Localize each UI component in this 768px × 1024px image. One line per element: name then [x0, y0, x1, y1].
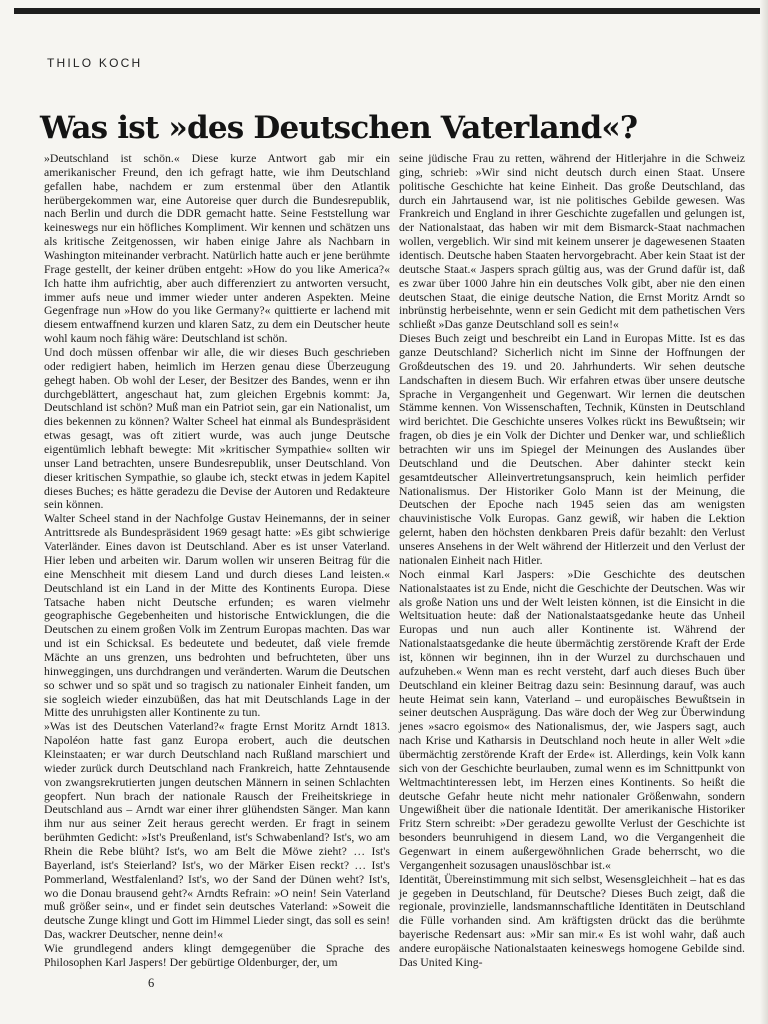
paragraph: Und doch müssen offenbar wir alle, die wir dieses Buch geschrieben oder redigiert haben, heimlich im Herzen genau diese Überzeugung gehegt haben. Ob wohl der Leser, der Besitzer des Bandes, wenn er ihn durchgeblättert, angeschaut hat, zum gleichen Ergebnis kommt: Ja, Deutschland ist schön? Muß man ein Patriot sein, gar ein Nationalist, um dies bekennen zu können? Walter Scheel hat einmal als Bundespräsident etwas gesagt, was oft zitiert wurde, was auch junge Deutsche eigentümlich lebhaft bewegte: Mit »kritischer Sympathie« sollten wir unser Land betrachten, unsere Bundesrepublik, unser Deutschland. Von dieser kritischen Sympathie, so glaube ich, steckt etwas in jedem Kapitel dieses Buches; es hätte geradezu die Devise der Autoren und Redakteure sein können. [44, 346, 390, 512]
paragraph: Dieses Buch zeigt und beschreibt ein Land in Europas Mitte. Ist es das ganze Deutschland? Sicherlich nicht im Sinne der Hoffnungen der Großdeutschen des 19. und 20. Jahrhunderts. Wir sehen deutsche Landschaften in diesem Buch. Wir erfahren etwas über unsere deutsche Sprache in Vergangenheit und Gegenwart. Wir lernen die deutschen Stämme kennen. Von Wissenschaften, Technik, Künsten in Deutschland wird berichtet. Die Geschichte unseres Volkes rückt ins Bewußtsein; wir fragen, ob dies je ein Volk der Dichter und Denker war, und schließlich betrachten wir uns im Spiegel der Meinungen des Auslandes über Deutschland und die Deutschen. Aber dahinter steckt kein gesamtdeutscher Alleinvertretungsanspruch, kein heimlich perfider Nationalismus. Der Historiker Golo Mann ist der Meinung, die Deutschen der Epoche nach 1945 seien das am wenigsten chauvinistische Volk Europas. Ganz gewiß, wir haben die Lektion gelernt, haben den höchsten denkbaren Preis dafür bezahlt: den Verlust unseres Ansehens in der Welt während der Hitlerzeit und den Verlust der nationalen Einheit nach Hitler. [399, 332, 745, 567]
paragraph: seine jüdische Frau zu retten, während der Hitlerjahre in die Schweiz ging, schrieb: »Wir sind nicht deutsch durch einen Staat. Unsere politische Geschichte hat keine Einheit. Das große Deutschland, das durch ein Jahrtausend war, ist nie politisches Gebilde gewesen. Was Frankreich und England in ihrer Geschichte zugefallen und gelungen ist, der Nationalstaat, das haben wir mit dem Bismarck-Staat nachmachen wollen, vergeblich. Wir sind mit keinem unserer je dagewesenen Staaten identisch. Deutsche haben Staaten hervorgebracht. Aber kein Staat ist der deutsche Staat.« Jaspers sprach gültig aus, was der Grund dafür ist, daß es zwar über 1000 Jahre hin ein deutsches Volk gibt, aber nie den einen deutschen Staat, die einige deutsche Nation, die Ernst Moritz Arndt so inbrünstig herbeisehnte, wenn er sein Gedicht mit dem pathetischen Vers schließt »Das ganze Deutschland soll es sein!« [399, 152, 745, 332]
right-text-column [399, 152, 745, 970]
paragraph: »Deutschland ist schön.« Diese kurze Antwort gab mir ein amerikanischer Freund, den ich gefragt hatte, wie ihm Deutschland gefallen habe, nachdem er zum erstenmal über den Atlantik herübergekommen war, eine Autoreise quer durch die Bundesrepublik, nach Berlin und durch die DDR gemacht hatte. Seine Feststellung war keineswegs nur ein höfliches Kompliment. Wir kennen und schätzen uns als kritische Zeitgenossen, wir haben einige Jahre als Nachbarn in Washington miteinander verbracht. Natürlich hatte auch er jene berühmte Frage gestellt, der keiner drüben entgeht: »How do you like America?« Ich hatte ihm aufrichtig, aber auch differenziert zu antworten versucht, immer aufs neue und immer wieder unter anderen Aspekten. Meine Gegenfrage nun »How do you like Germany?« quittierte er lachend mit diesem entwaffnend kurzen und klaren Satz, zu dem ein Deutscher heute wohl kaum noch fähig wäre: Deutschland ist schön. [44, 152, 390, 346]
paragraph: Identität, Übereinstimmung mit sich selbst, Wesensgleichheit – hat es das je gegeben in Deutschland, für Deutsche? Dieses Buch zeigt, daß die regionale, provinzielle, landsmannschaftliche Identitäten in Deutschland die Fülle vorhanden sind. Am kräftigsten drückt das die berühmte bayerische Redensart aus: »Mir san mir.« Es ist wohl wahr, daß auch andere europäische Nationalstaaten keineswegs homogene Gebilde sind. Das United King- [399, 872, 745, 969]
left-text-column [44, 152, 390, 970]
top-rule [14, 8, 760, 14]
paragraph: Noch einmal Karl Jaspers: »Die Geschichte des deutschen Nationalstaates ist zu Ende, nicht die Geschichte der Deutschen. Was wir als große Nation uns und der Welt leisten können, ist die Einsicht in die Weltsituation heute: daß der Nationalstaatsgedanke heute das Unheil Europas und nun auch aller Kontinente ist. Während der Nationalstaatsgedanke die heute übermächtig zerstörende Kraft der Erde ist, können wir beginnen, ihn in der Wurzel zu durchschauen und aufzuheben.« Wenn man es recht versteht, darf auch dieses Buch über Deutschland ein kleiner Beitrag dazu sein: Besinnung darauf, was auch heute Heimat sein kann, Vaterland – und europäisches Bewußtsein in seiner deutschen Ausprägung. Das wäre doch der Weg zur Überwindung jenes »sacro egoismo« des Nationalismus, der, wie Jaspers sagt, auch nach Krise und Katharsis in Deutschland noch heute in aller Welt »die übermächtig zerstörende Kraft der Erde« ist. Allerdings, kein Volk kann sich von der Geschichte beurlauben, zumal wenn es im Schnittpunkt von Weltmachtinteressen lebt, im Herzen eines Kontinents. So heißt die deutsche Gefahr heute nicht mehr nationaler Größenwahn, sondern Ungewißheit über die nationale Identität. Der amerikanische Historiker Fritz Stern schreibt: »Der geradezu gewollte Verlust der Geschichte ist besonders beunruhigend in diesem Land, wo die Vergangenheit die Gegenwart in einem außergewöhnlichen Grade beherrscht, wo die Vergangenheit sozusagen unauslöschbar ist.« [399, 567, 745, 872]
author-name: THILO KOCH [47, 56, 143, 70]
paragraph: »Was ist des Deutschen Vaterland?« fragte Ernst Moritz Arndt 1813. Napoléon hatte fast ganz Europa erobert, auch die deutschen Kleinstaaten; er war durch Deutschland nach Rußland marschiert und wieder zurück durch Deutschland nach Frankreich, hatte Zehntausende von zwangsrekrutierten jungen deutschen Männern in seinen Schlachten geopfert. Nun brach der nationale Rausch der Freiheitskriege in Deutschland aus – Arndt war einer ihrer glühendsten Sänger. Man kann ihm nur aus seiner Zeit heraus gerecht werden. Er fragt in seinem berühmten Gedicht: »Ist's Preußenland, ist's Schwabenland? Ist's, wo am Rhein die Rebe blüht? Ist's, wo am Belt die Möwe zieht? … Ist's Bayerland, ist's Steierland? Ist's, wo der Märker Eisen reckt? … Ist's Pommerland, Westfalenland? Ist's, wo der Sand der Dünen weht? Ist's, wo die Donau brausend geht?« Arndts Refrain: »O nein! Sein Vaterland muß größer sein«, und er findet sein deutsches Vaterland: »Soweit die deutsche Zunge klingt und Gott im Himmel Lieder singt, das soll es sein! Das, wackrer Deutscher, nenne dein!« [44, 720, 390, 942]
page-edge-shadow [760, 0, 768, 1024]
paragraph: Walter Scheel stand in der Nachfolge Gustav Heinemanns, der in seiner Antrittsrede als Bundespräsident 1969 gesagt hatte: »Es gibt schwierige Vaterländer. Eines davon ist Deutschland. Aber es ist unser Vaterland. Hier leben und arbeiten wir. Darum wollen wir unseren Beitrag für die eine Menschheit mit diesem Land und durch dieses Land leisten.« Deutschland ist ein Land in der Mitte des Kontinents Europa. Diese Tatsache haben nicht Deutsche erfunden; es waren vielmehr geographische Gegebenheiten und historische Entwicklungen, die die Deutschen zu einem großen Volk im Zentrum Europas machten. Das war und ist ein Schicksal. Es bedeutete und bedeutet, daß viele fremde Mächte an uns grenzen, uns bedrohten und befruchteten, über uns hinweggingen, uns durchdrangen und veränderten. Warum die Deutschen so schwer und so spät und so tragisch zu nationaler Einheit fanden, um sie sogleich wieder einzubüßen, das hat mit Deutschlands Lage in der Mitte des unruhigsten aller Kontinente zu tun. [44, 512, 390, 720]
paragraph: Wie grundlegend anders klingt demgegenüber die Sprache des Philosophen Karl Jaspers! Der gebürtige Oldenburger, der, um [44, 941, 390, 969]
page-number: 6 [148, 976, 155, 990]
article-title: Was ist »des Deutschen Vaterland«? [40, 110, 638, 146]
